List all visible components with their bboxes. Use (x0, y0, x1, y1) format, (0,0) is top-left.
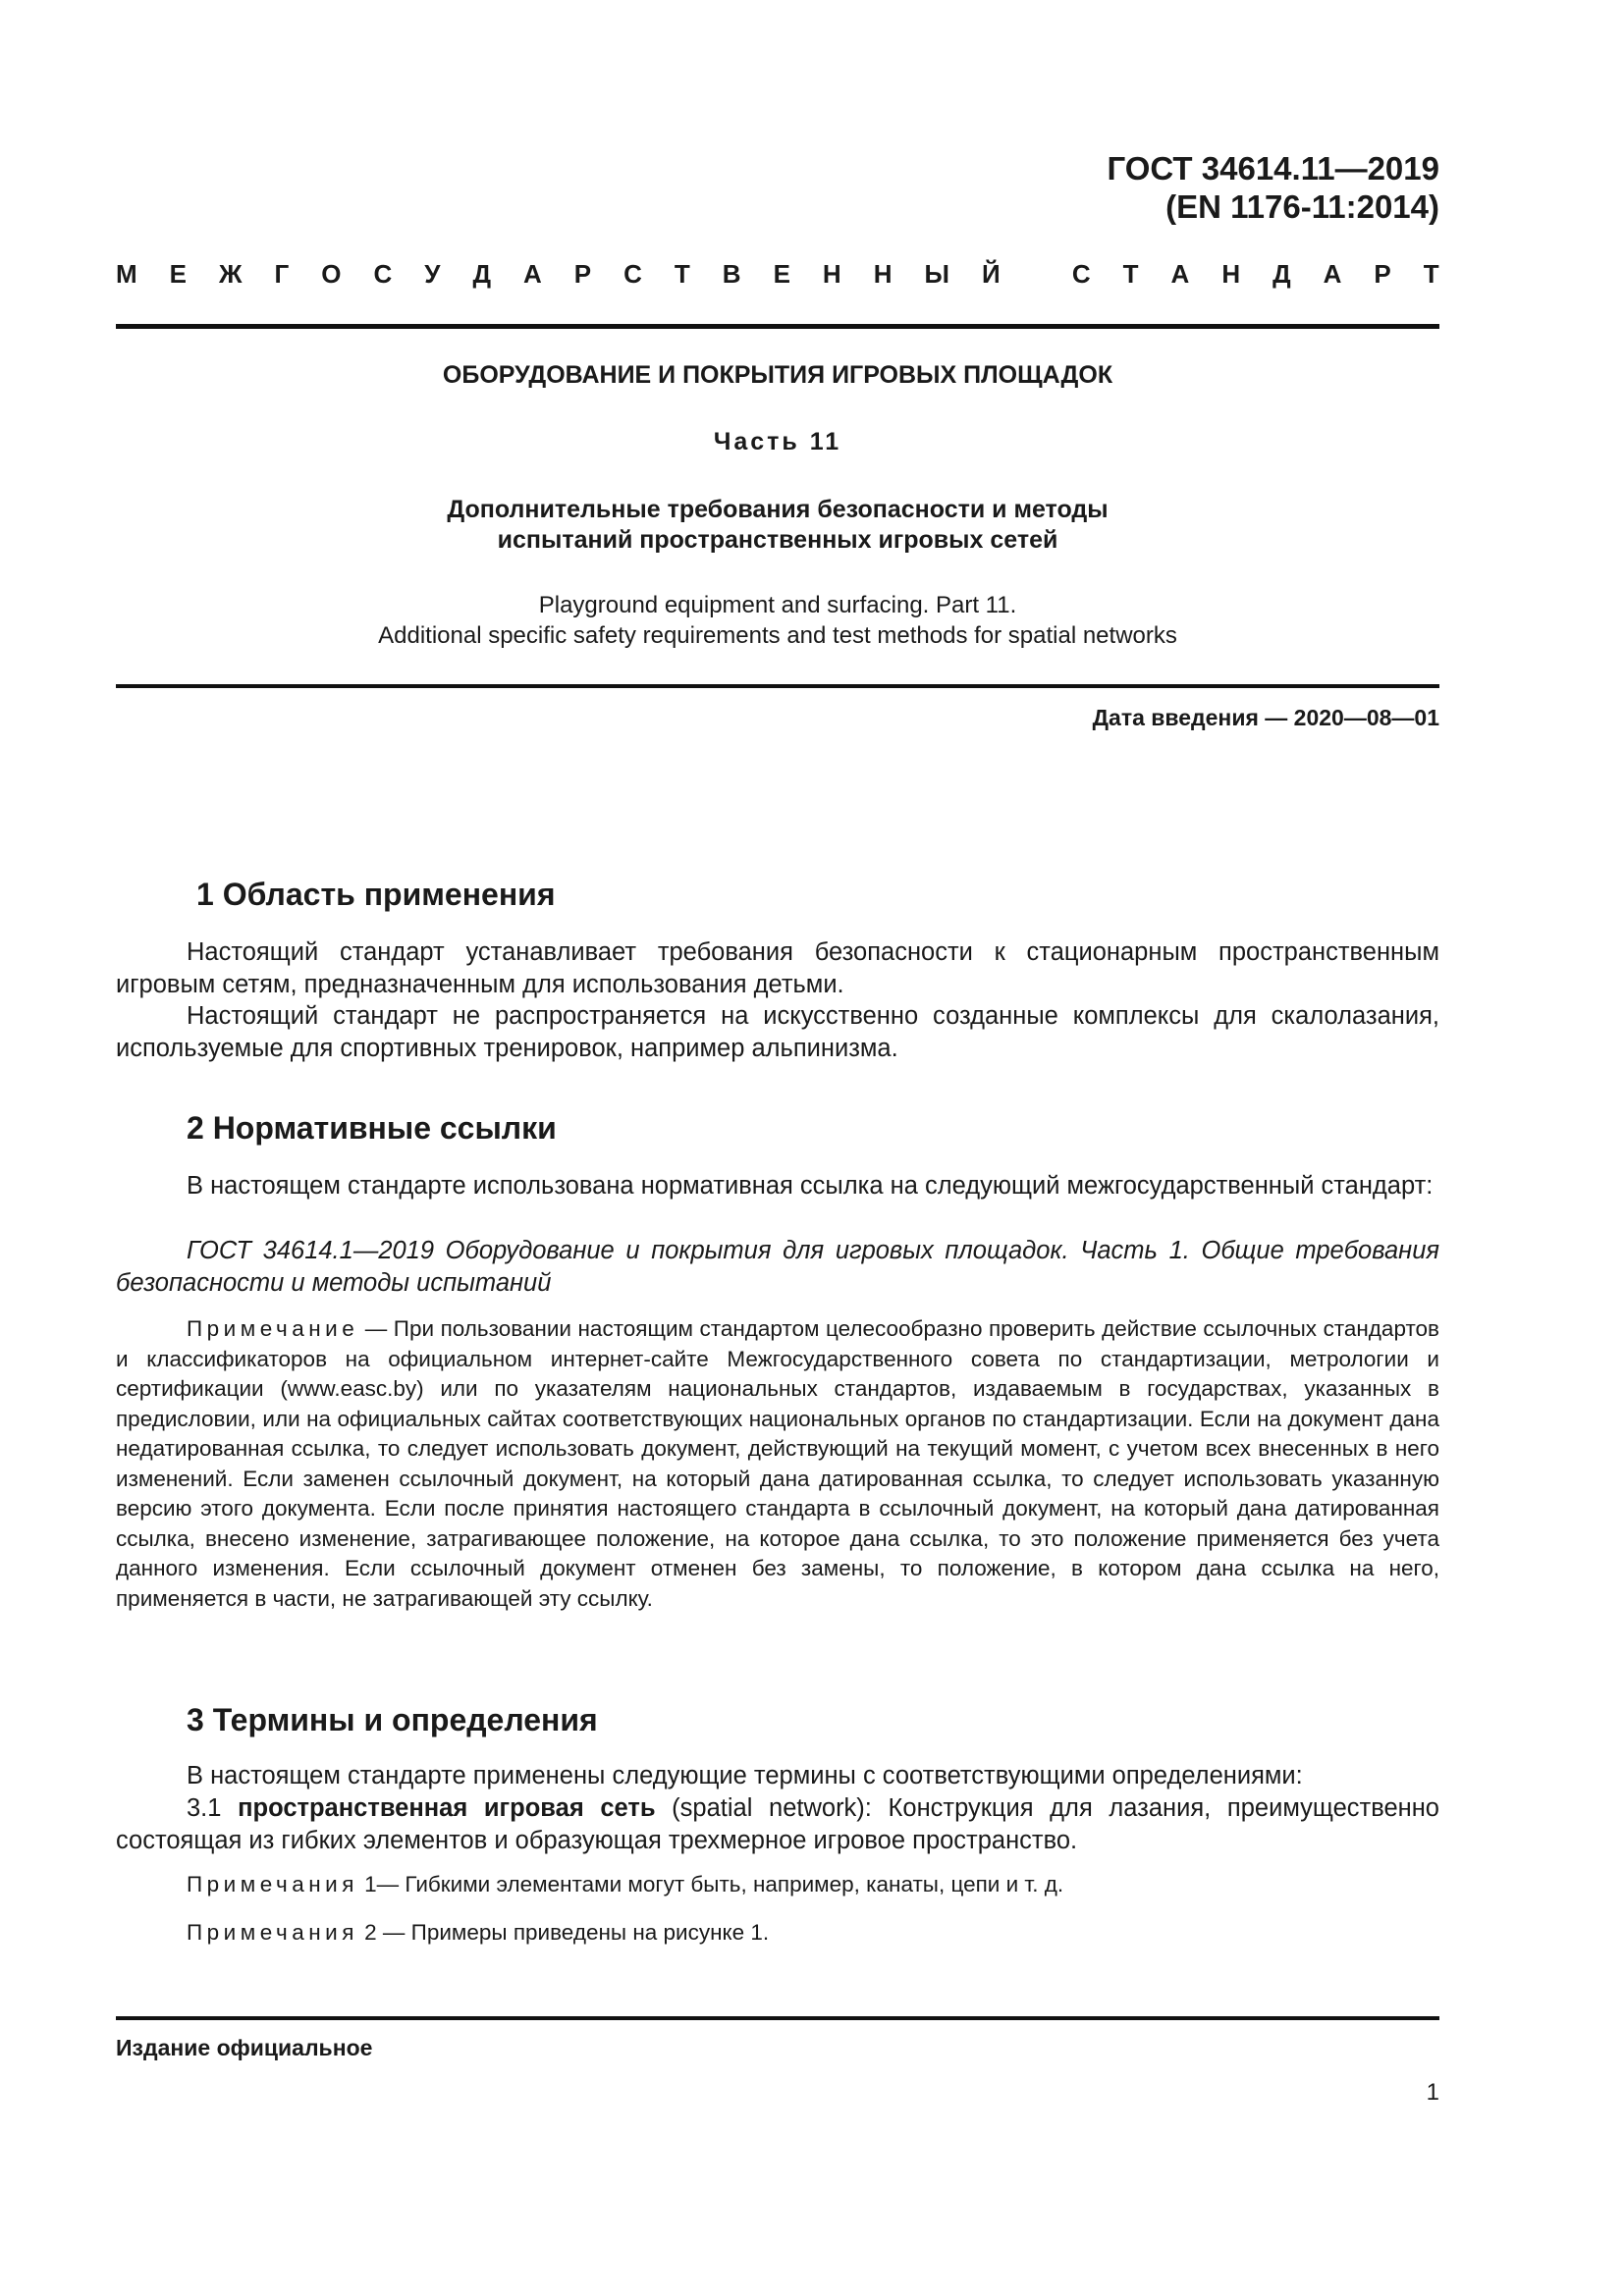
note-label: Примечание (187, 1316, 359, 1341)
banner-letter: Н (822, 259, 841, 289)
banner-letter: Д (1272, 259, 1291, 289)
banner-letter: М (116, 259, 137, 289)
part-label: Часть 11 (713, 428, 842, 455)
note-1-label: Примечания (187, 1872, 358, 1896)
banner-letter: Ж (219, 259, 243, 289)
interstate-standard-banner (116, 259, 1439, 290)
footer-divider (116, 2016, 1439, 2020)
section-3-note-2 (116, 1918, 1439, 1949)
section-3-paragraph-1-text: В настоящем стандарте применены следующие термины с соответствующими определениями: (187, 1762, 1303, 1789)
section-1-paragraph-2 (116, 1000, 1439, 1065)
term-definition (116, 1792, 1439, 1857)
section-1-heading: 1 Область применения (196, 877, 556, 912)
subtitle-line-2: испытаний пространственных игровых сетей (497, 526, 1058, 554)
english-title-line-2: Additional specific safety requirements and test methods for spatial networks (378, 622, 1177, 649)
document-title: ОБОРУДОВАНИЕ И ПОКРЫТИЯ ИГРОВЫХ ПЛОЩАДОК (442, 361, 1113, 389)
gost-designation (1107, 149, 1439, 226)
banner-letter: Н (1221, 259, 1241, 289)
banner-letter: Т (1122, 259, 1139, 289)
term-name: пространственная игровая сеть (238, 1794, 656, 1822)
gost-number: ГОСТ 34614.11—2019 (1107, 150, 1439, 187)
note-text: — При пользовании настоящим стандартом целесообразно проверить действие ссылочных стандартов и классификаторов на официальном интернет-сайте Межгосударственного совета по стандартизации, метрологии и сертификации (www.easc.by) или по указателям национальных стандартов, издаваемым в государствах, указанных в предисловии, или на официальных сайтах соответствующих национальных органов по стандартизации. Если на документ дана недатированная ссылка, то следует использовать документ, действующий на текущий момент, с учетом всех внесенных в него изменений. Если заменен ссылочный документ, на который дана датированная ссылка, то следует использовать указанную версию этого документа. Если после принятия настоящего стандарта в ссылочный документ, на который дана датированная ссылка, внесено изменение, затрагивающее положение, на которое дана ссылка, то это положение применяется без учета данного изменения. Если ссылочный документ отменен без замены, то положение, в котором дана ссылка на него, применяется в части, не затрагивающей эту ссылку. (116, 1316, 1439, 1611)
document-subtitle (116, 495, 1439, 556)
banner-letter: Ы (924, 259, 949, 289)
note-2-label: Примечания (187, 1920, 358, 1945)
section-3-heading: 3 Термины и определения (187, 1702, 598, 1737)
section-2-note (116, 1314, 1439, 1614)
banner-letter: Е (773, 259, 790, 289)
banner-letter: А (1323, 259, 1342, 289)
banner-letter: Й (981, 259, 1001, 289)
official-edition-label: Издание официальное (116, 2035, 373, 2060)
header-divider (116, 324, 1439, 329)
section-1-paragraph-1 (116, 936, 1439, 1001)
en-number: (EN 1176-11:2014) (1165, 188, 1439, 225)
section-3-note-1 (116, 1870, 1439, 1900)
banner-letter (1033, 259, 1040, 290)
banner-letter: А (1170, 259, 1190, 289)
banner-letter: Н (873, 259, 893, 289)
page-number: 1 (1426, 2079, 1439, 2106)
section-1-paragraph-2-text: Настоящий стандарт не распространяется на искусственно созданные комплексы для скалолазания, используемые для спортивных тренировок, например альпинизма. (116, 1002, 1439, 1062)
banner-letter: Т (674, 259, 690, 289)
subtitle-line-1: Дополнительные требования безопасности и методы (447, 496, 1109, 523)
banner-letter: А (523, 259, 542, 289)
banner-letter: С (373, 259, 393, 289)
title-divider (116, 684, 1439, 688)
english-title (116, 590, 1439, 651)
banner-letter: Е (169, 259, 188, 289)
note-2-text: 2 — Примеры приведены на рисунке 1. (357, 1920, 770, 1945)
banner-letter: Г (274, 259, 290, 289)
term-definition-text: (spatial network): Конструкция для лазания, преимущественно состоящая из гибких элементов и образующая трехмерное игровое пространство. (116, 1794, 1439, 1854)
section-2-paragraph-1-text: В настоящем стандарте использована нормативная ссылка на следующий межгосударственный стандарт: (187, 1172, 1434, 1200)
section-2-paragraph-1 (116, 1170, 1439, 1202)
section-2-heading: 2 Нормативные ссылки (187, 1110, 557, 1146)
banner-letter: Р (573, 259, 592, 289)
note-1-text: 1— Гибкими элементами могут быть, например, канаты, цепи и т. д. (357, 1872, 1064, 1896)
banner-letter: У (424, 259, 441, 289)
banner-letter: С (623, 259, 642, 289)
banner-letter: В (722, 259, 741, 289)
banner-letter: С (1071, 259, 1091, 289)
banner-letter: Р (1374, 259, 1391, 289)
section-1-paragraph-1-text: Настоящий стандарт устанавливает требования безопасности к стационарным пространственным игровым сетям, предназначенным для использования детьми. (116, 938, 1439, 998)
section-3-paragraph-1 (116, 1760, 1439, 1792)
normative-reference-text: ГОСТ 34614.1—2019 Оборудование и покрытия для игровых площадок. Часть 1. Общие требования безопасности и методы испытаний (116, 1237, 1439, 1297)
english-title-line-1: Playground equipment and surfacing. Part 11. (538, 592, 1017, 618)
banner-letter: О (321, 259, 342, 289)
term-number: 3.1 (187, 1794, 239, 1822)
introduction-date: Дата введения — 2020—08—01 (1092, 705, 1439, 730)
banner-letter: Д (472, 259, 491, 289)
normative-reference (116, 1235, 1439, 1300)
banner-letter: Т (1423, 259, 1439, 289)
